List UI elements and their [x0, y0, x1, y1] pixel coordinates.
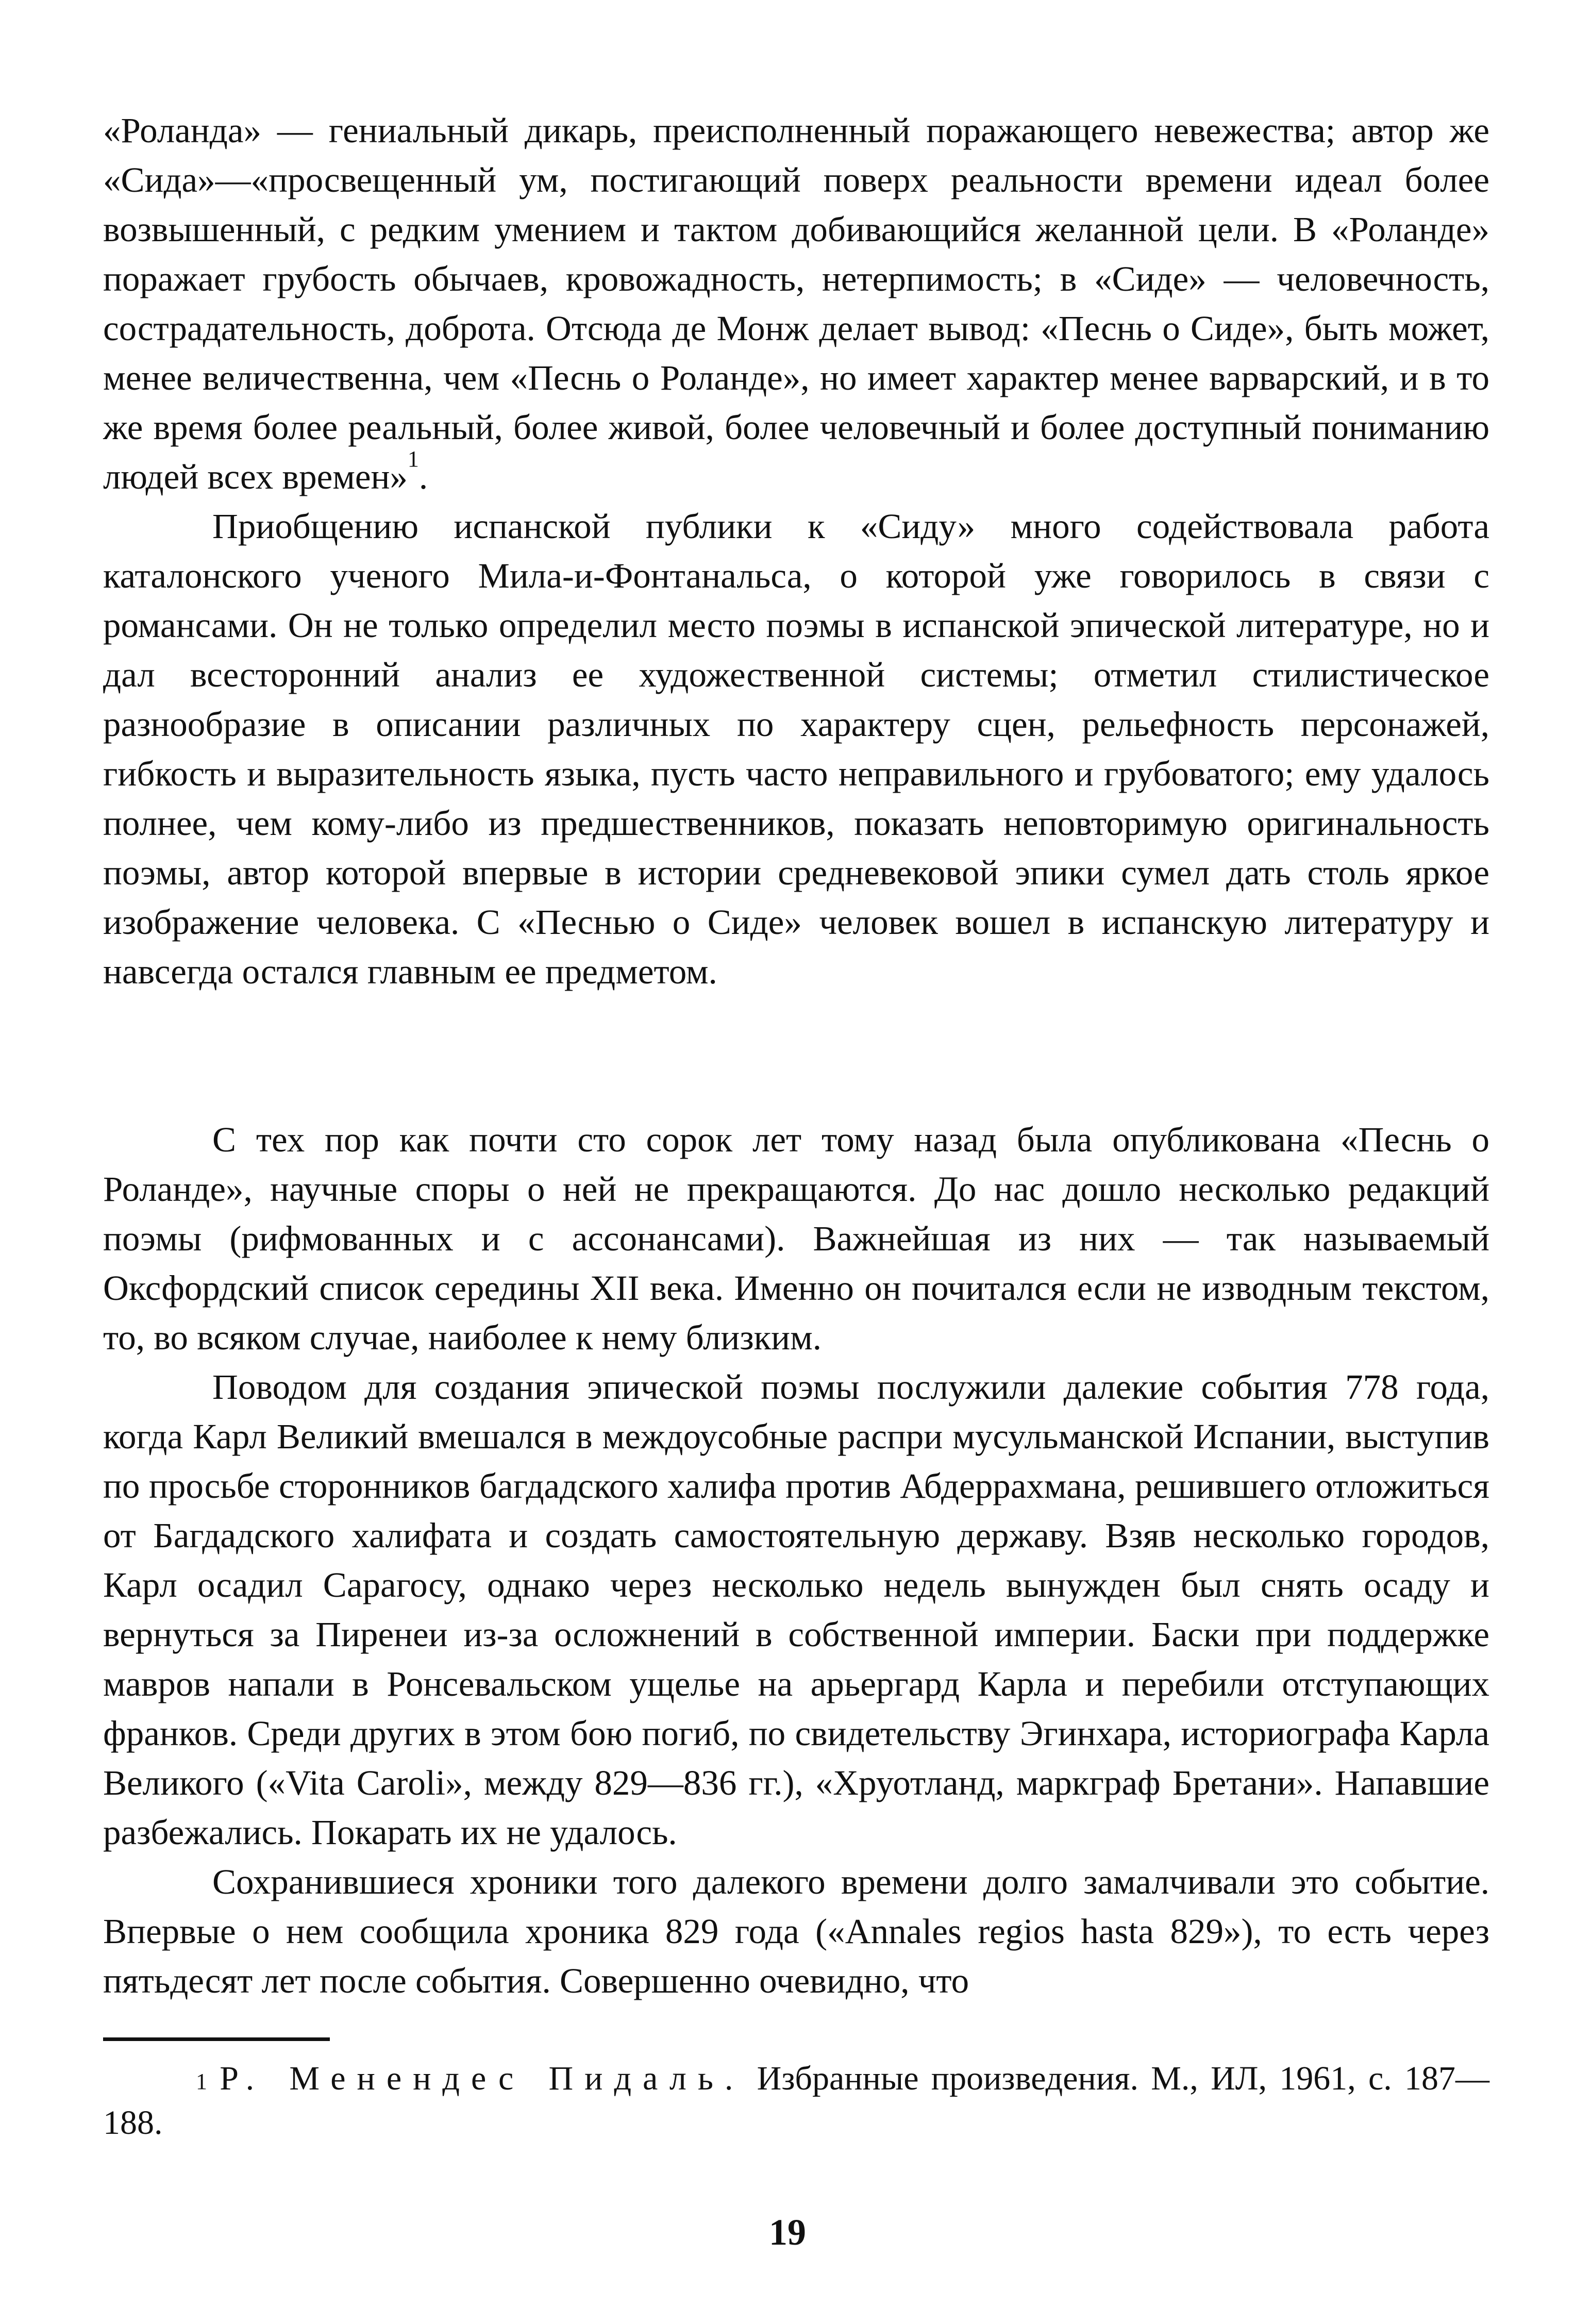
footnote-text: Избранные произведения. М., ИЛ, 1961, с. 187—188.: [103, 2060, 1490, 2142]
footnote-author: Р. Менендес Пидаль.: [220, 2060, 745, 2097]
paragraph-1-end: .: [418, 457, 428, 496]
paragraph-3: С тех пор как почти сто сорок лет тому назад была опубликована «Песнь о Роланде», научные споры о ней не прекращаются. До нас дошло несколько редакций поэмы (рифмованных и с ассонансами). Важнейшая из них — так называемый Оксфордский список середины XII века. Именно он почитался если не изводным текстом, то, во всяком случае, наиболее к нему близким.: [103, 1120, 1489, 1357]
footnote: [103, 2057, 1489, 2145]
paragraph-1: [103, 106, 1489, 501]
paragraph-4: Поводом для создания эпической поэмы послужили далекие события 778 года, когда Карл Великий вмешался в междоусобные распри мусульманской Испании, выступив по просьбе сторонников багдадского халифа против Абдеррахмана, решившего отложиться от Багдадского халифата и создать самостоятельную державу. Взяв несколько городов, Карл осадил Сарагосу, однако через несколько недель вынужден был снять осаду и вернуться за Пиренеи из-за осложнений в собственной империи. Баски при поддержке мавров напали в Ронсевальском ущелье на арьергард Карла и перебили отступающих франков. Среди других в этом бою погиб, по свидетельству Эгинхара, историографа Карла Великого («Vita Caroli», между 829—836 гг.), «Хруотланд, маркграф Бретани». Напавшие разбежались. Покарать их не удалось.: [103, 1367, 1489, 1852]
paragraph-1-text: «Роланда» — гениальный дикарь, преисполненный поражающего невежества; автор же «Сида»—«просвещенный ум, постигающий поверх реальности времени идеал более возвышенный, с редким умением и тактом добивающийся желанной цели. В «Роланде» поражает грубость обычаев, кровожадность, нетерпимость; в «Сиде» — человечность, сострадательность, доброта. Отсюда де Монж делает вывод: «Песнь о Сиде», быть может, менее величественна, чем «Песнь о Роланде», но имеет характер менее варварский, и в то же время более реальный, более живой, более человечный и более доступный пониманию людей всех времен»: [103, 111, 1489, 496]
paragraph-5: Сохранившиеся хроники того далекого времени долго замалчивали это событие. Впервые о нем сообщила хроника 829 года («Annales regios hasta 829»), то есть через пятьдесят лет после события. Совершенно очевидно, что: [103, 1862, 1489, 2000]
footnote-rule: [103, 2037, 330, 2041]
page-body: [103, 106, 1489, 2005]
footnote-mark: 1: [196, 2069, 207, 2094]
page-number: 19: [769, 2212, 806, 2253]
footnote-reference: 1: [407, 446, 419, 472]
paragraph-2: Приобщению испанской публики к «Сиду» много содействовала работа каталонского ученого Мила-и-Фонтанальса, о которой уже говорилось в связи с романсами. Он не только определил место поэмы в испанской эпической литературе, но и дал всесторонний анализ ее художественной системы; отметил стилистическое разнообразие в описании различных по характеру сцен, рельефность персонажей, гибкость и выразительность языка, пусть часто неправильного и грубоватого; ему удалось полнее, чем кому-либо из предшественников, показать неповторимую оригинальность поэмы, автор которой впервые в истории средневековой эпики сумел дать столь яркое изображение человека. С «Песнью о Сиде» человек вошел в испанскую литературу и навсегда остался главным ее предметом.: [103, 507, 1489, 991]
section-break: [103, 996, 1489, 1115]
